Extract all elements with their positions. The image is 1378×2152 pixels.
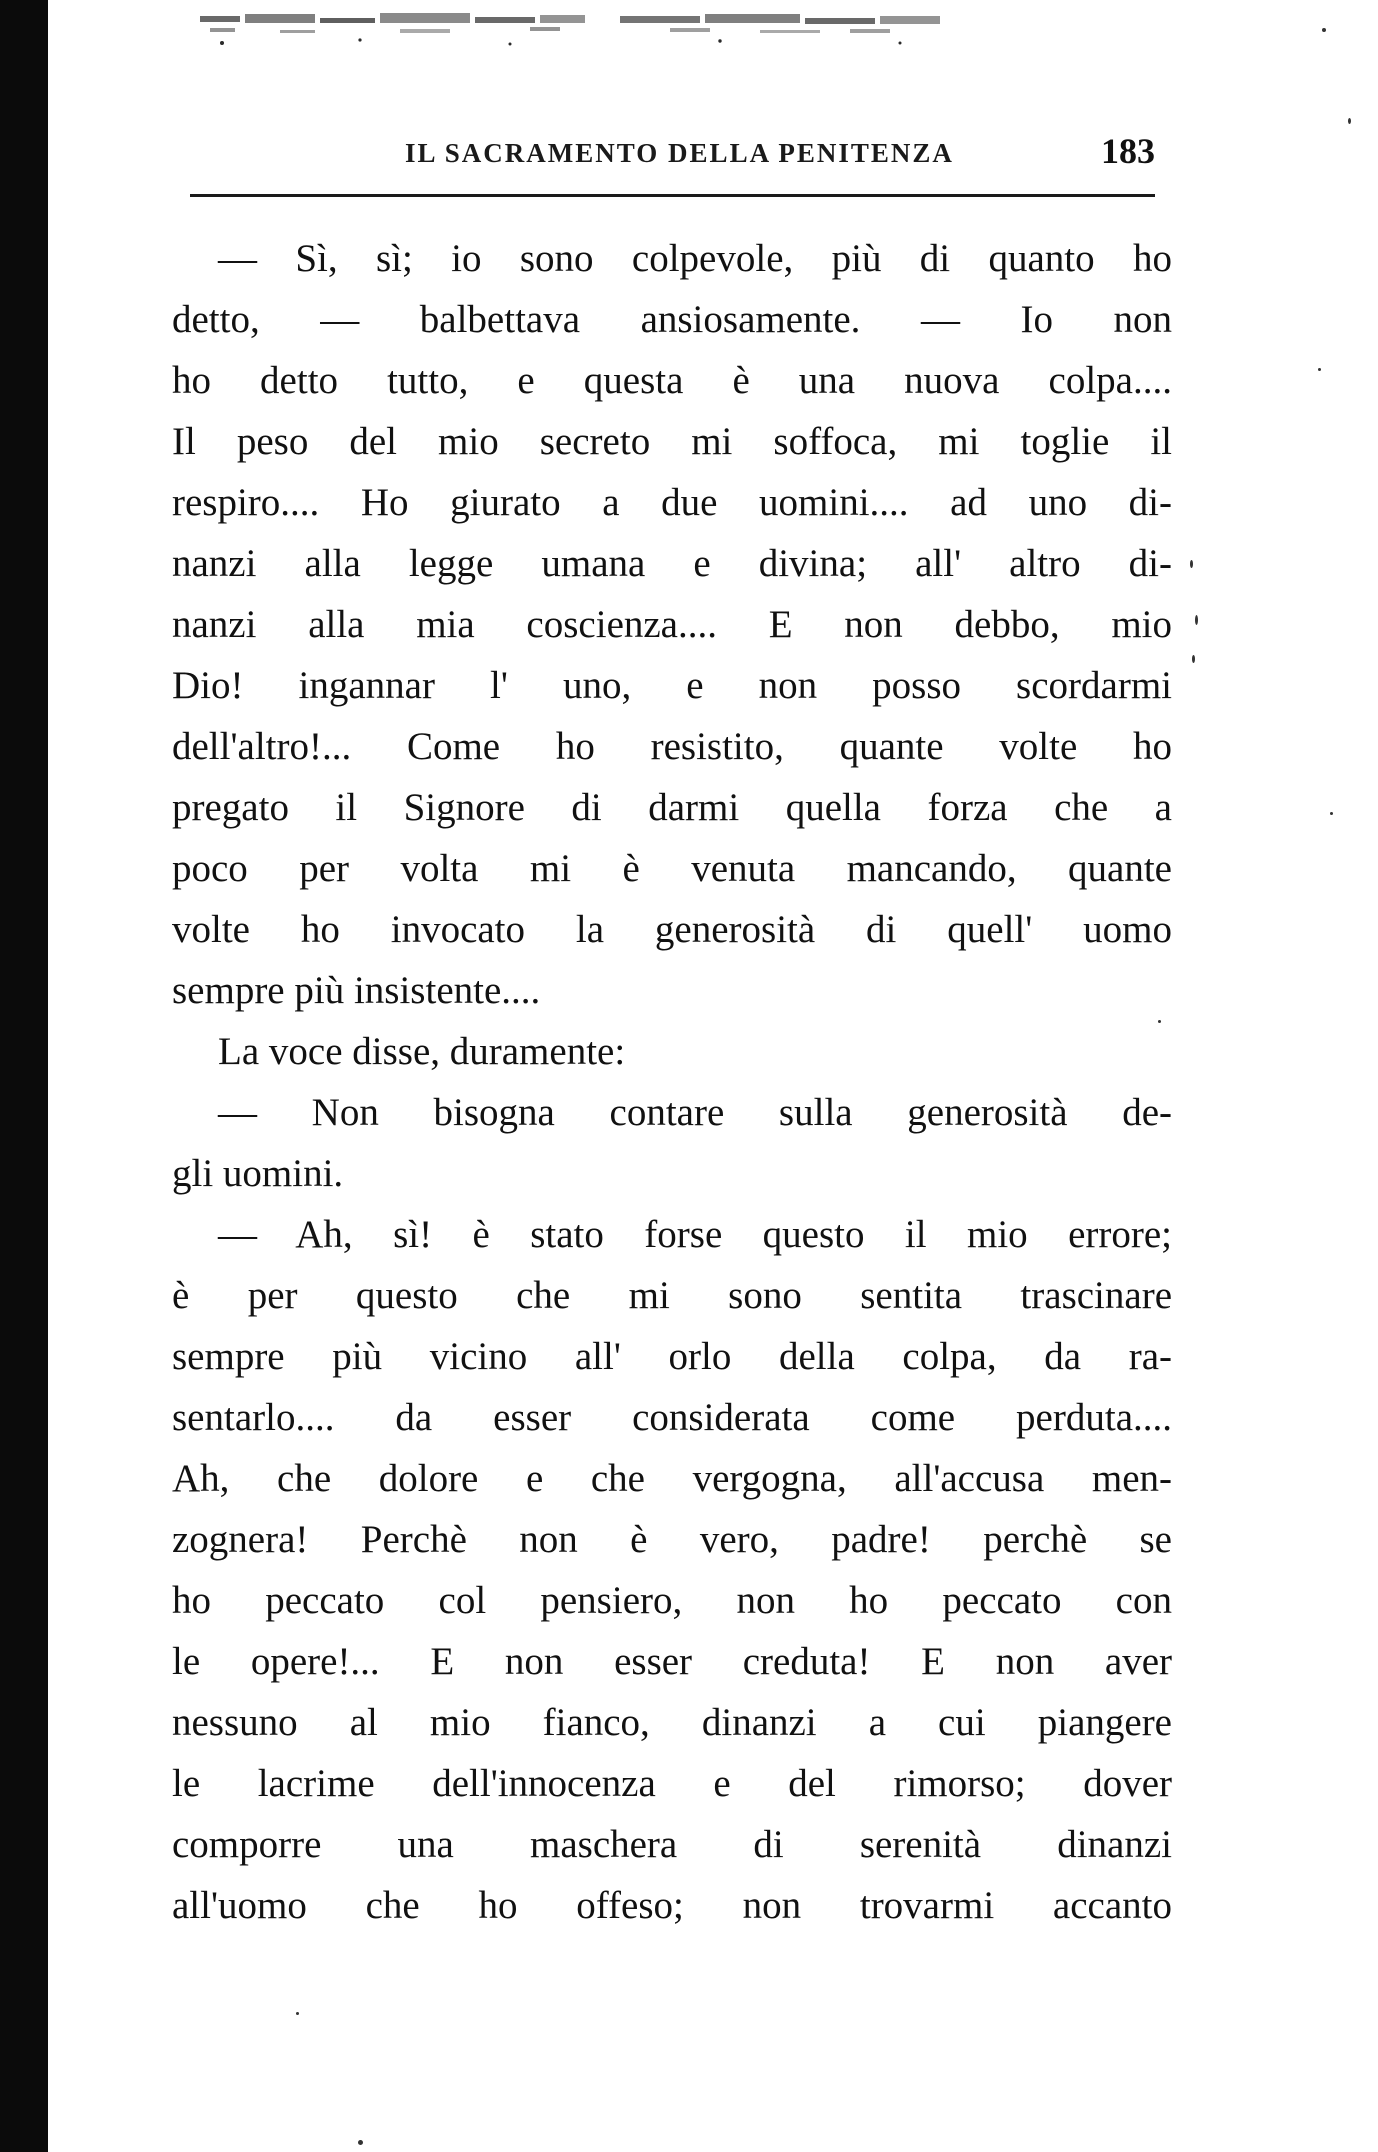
text-line: è per questo che mi sono sentita trascinare [172,1274,1172,1317]
text-line: gli uomini. [172,1152,344,1195]
text-line: ho detto tutto, e questa è una nuova colpa.... [172,359,1172,402]
scan-speck [1158,1020,1161,1023]
scan-speck [1322,28,1326,32]
scan-speck [1348,118,1351,124]
scan-speck [358,2140,363,2145]
text-line: nanzi alla mia coscienza.... E non debbo, mio [172,603,1172,646]
text-line: detto, — balbettava ansiosamente. — Io non [172,298,1172,341]
page-header [175,128,1175,178]
scan-speck [1192,655,1195,663]
header-rule [190,194,1155,197]
scan-speck [1330,812,1333,815]
text-line: le opere!... E non esser creduta! E non aver [172,1640,1172,1683]
scan-speck [1195,615,1198,625]
text-line: comporre una maschera di serenità dinanzi [172,1823,1172,1866]
running-title: IL SACRAMENTO DELLA PENITENZA [405,138,954,168]
text-line: le lacrime dell'innocenza e del rimorso; dover [172,1762,1172,1805]
text-line: Dio! ingannar l' uno, e non posso scordarmi [172,664,1172,707]
text-line: zognera! Perchè non è vero, padre! perchè se [172,1518,1172,1561]
body-text [172,228,1172,1936]
text-line: pregato il Signore di darmi quella forza che a [172,786,1172,829]
text-line: Ah, che dolore e che vergogna, all'accusa men- [172,1457,1172,1500]
text-line: nanzi alla legge umana e divina; all' altro di- [172,542,1172,585]
text-line: sempre più vicino all' orlo della colpa, da ra- [172,1335,1172,1378]
text-line: volte ho invocato la generosità di quell' uomo [172,908,1172,951]
text-line: sentarlo.... da esser considerata come perduta.... [172,1396,1172,1439]
text-line: sempre più insistente.... [172,969,541,1012]
text-line: all'uomo che ho offeso; non trovarmi accanto [172,1884,1172,1927]
scan-speck [1190,560,1193,568]
scan-speck [1318,368,1321,371]
text-line: — Non bisogna contare sulla generosità de- [218,1091,1172,1134]
scan-binding-edge [0,0,48,2152]
scan-noise-top [200,10,1020,52]
text-line: dell'altro!... Come ho resistito, quante volte ho [172,725,1172,768]
text-line: poco per volta mi è venuta mancando, quante [172,847,1172,890]
text-line: nessuno al mio fianco, dinanzi a cui piangere [172,1701,1172,1744]
text-line: ho peccato col pensiero, non ho peccato con [172,1579,1172,1622]
text-line: respiro.... Ho giurato a due uomini.... ad uno di- [172,481,1172,524]
page-number: 183 [1101,131,1155,171]
text-line: La voce disse, duramente: [218,1030,626,1073]
text-line: — Sì, sì; io sono colpevole, più di quanto ho [218,237,1172,280]
text-line: Il peso del mio secreto mi soffoca, mi toglie il [172,420,1172,463]
text-line: — Ah, sì! è stato forse questo il mio errore; [218,1213,1172,1256]
scan-speck [296,2012,299,2015]
